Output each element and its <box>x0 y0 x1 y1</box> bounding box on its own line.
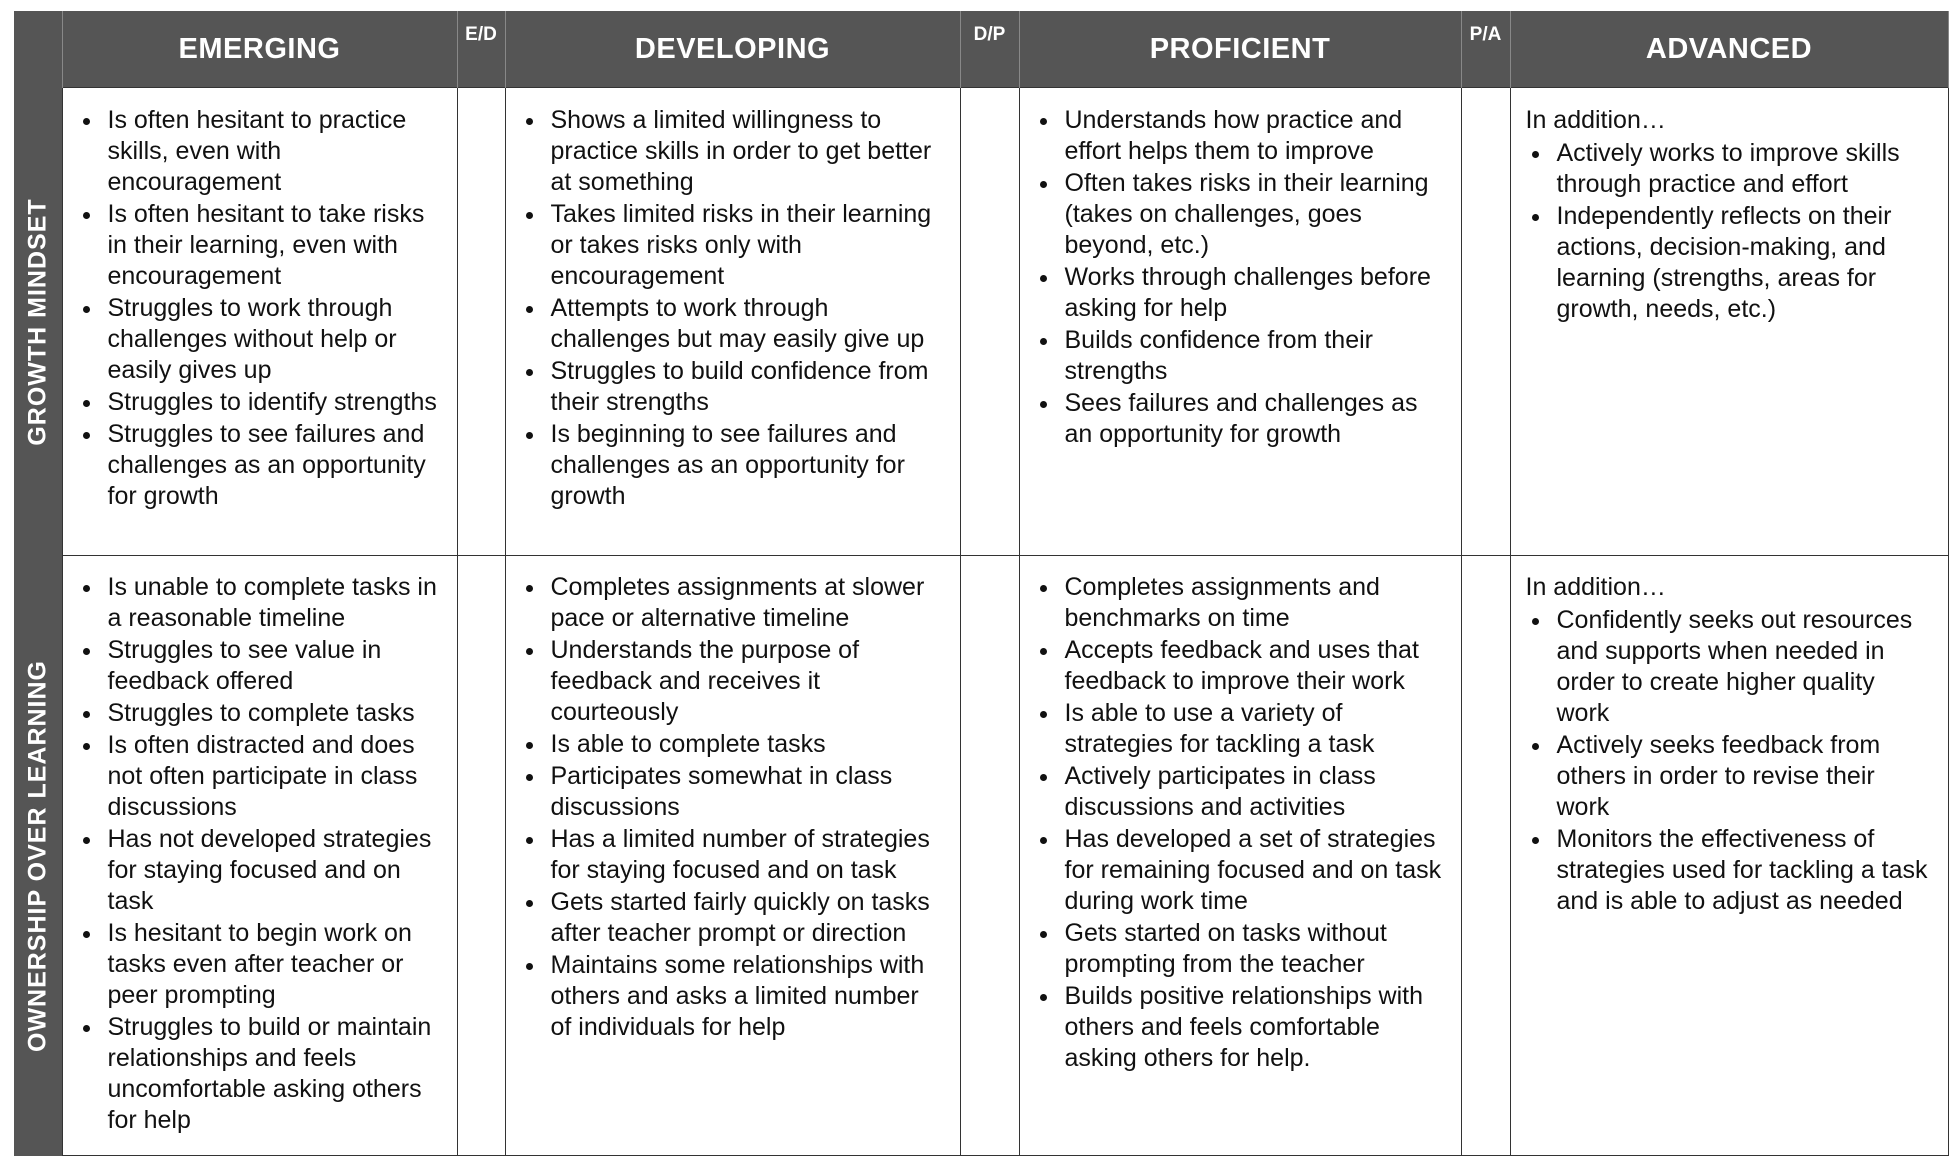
header-advanced: ADVANCED <box>1510 11 1948 88</box>
criterion-item: • Completes assignments and benchmarks on time <box>1061 572 1447 634</box>
developing-list <box>506 105 960 512</box>
criterion-item: • Takes limited risks in their learning or takes risks only with encouragement <box>547 199 946 292</box>
row-label-cell <box>14 556 62 1156</box>
advanced-cell <box>1510 556 1948 1156</box>
criterion-item: • Struggles to build confidence from their strengths <box>547 356 946 418</box>
advanced-cell <box>1510 88 1948 556</box>
header-proficient: PROFICIENT <box>1019 11 1461 88</box>
criterion-item: • Is often hesitant to take risks in their learning, even with encouragement <box>104 199 443 292</box>
row-label: GROWTH MINDSET <box>23 197 52 446</box>
proficient-cell <box>1019 556 1461 1156</box>
pa-cell <box>1461 556 1510 1156</box>
emerging-list <box>63 105 457 512</box>
criterion-item: • Independently reflects on their actions, decision-making, and learning (strengths, areas for growth, needs, etc.) <box>1553 201 1934 325</box>
criterion-item: • Attempts to work through challenges but may easily give up <box>547 293 946 355</box>
criterion-item: • Struggles to identify strengths <box>104 387 443 418</box>
advanced-list <box>1511 138 1948 325</box>
advanced-intro: In addition… <box>1525 573 1666 601</box>
criterion-item: • Struggles to see failures and challenges as an opportunity for growth <box>104 419 443 512</box>
rubric-table <box>14 11 1949 1156</box>
criterion-item: • Completes assignments at slower pace or alternative timeline <box>547 572 946 634</box>
criterion-item: • Gets started fairly quickly on tasks after teacher prompt or direction <box>547 887 946 949</box>
criterion-item: • Is able to use a variety of strategies for tackling a task <box>1061 698 1447 760</box>
criterion-item: • Has not developed strategies for staying focused and on task <box>104 824 443 917</box>
criterion-item: • Is hesitant to begin work on tasks even after teacher or peer prompting <box>104 918 443 1011</box>
criterion-item: • Participates somewhat in class discussions <box>547 761 946 823</box>
header-developing: DEVELOPING <box>505 11 960 88</box>
header-row <box>14 11 1948 88</box>
criterion-item: • Is often distracted and does not often participate in class discussions <box>104 730 443 823</box>
rubric-row-growth-mindset <box>14 88 1948 556</box>
criterion-item: • Understands how practice and effort helps them to improve <box>1061 105 1447 167</box>
criterion-item: • Actively works to improve skills through practice and effort <box>1553 138 1934 200</box>
criterion-item: • Struggles to work through challenges without help or easily gives up <box>104 293 443 386</box>
proficient-list <box>1020 572 1461 1074</box>
header-pa: P/A <box>1461 11 1510 88</box>
ed-cell <box>457 88 505 556</box>
header-emerging: EMERGING <box>62 11 457 88</box>
pa-cell <box>1461 88 1510 556</box>
criterion-item: • Actively participates in class discussions and activities <box>1061 761 1447 823</box>
criterion-item: • Has developed a set of strategies for remaining focused and on task during work time <box>1061 824 1447 917</box>
criterion-item: • Is beginning to see failures and challenges as an opportunity for growth <box>547 419 946 512</box>
criterion-item: • Monitors the effectiveness of strategies used for tackling a task and is able to adjust as needed <box>1553 824 1934 917</box>
criterion-item: • Actively seeks feedback from others in order to revise their work <box>1553 730 1934 823</box>
criterion-item: • Understands the purpose of feedback and receives it courteously <box>547 635 946 728</box>
criterion-item: • Maintains some relationships with others and asks a limited number of individuals for help <box>547 950 946 1043</box>
criterion-item: • Shows a limited willingness to practice skills in order to get better at something <box>547 105 946 198</box>
dp-cell <box>960 556 1019 1156</box>
developing-cell <box>505 88 960 556</box>
criterion-item: • Struggles to complete tasks <box>104 698 443 729</box>
row-label: OWNERSHIP OVER LEARNING <box>23 659 52 1052</box>
header-ed: E/D <box>457 11 505 88</box>
developing-cell <box>505 556 960 1156</box>
criterion-item: • Works through challenges before asking for help <box>1061 262 1447 324</box>
criterion-item: • Is unable to complete tasks in a reasonable timeline <box>104 572 443 634</box>
criterion-item: • Has a limited number of strategies for staying focused and on task <box>547 824 946 886</box>
rubric-row-ownership-over-learning <box>14 556 1948 1156</box>
criterion-item: • Sees failures and challenges as an opportunity for growth <box>1061 388 1447 450</box>
proficient-list <box>1020 105 1461 450</box>
emerging-list <box>63 572 457 1136</box>
emerging-cell <box>62 556 457 1156</box>
ed-cell <box>457 556 505 1156</box>
criterion-item: • Confidently seeks out resources and supports when needed in order to create higher quality work <box>1553 605 1934 729</box>
header-corner <box>14 11 62 88</box>
emerging-cell <box>62 88 457 556</box>
criterion-item: • Accepts feedback and uses that feedback to improve their work <box>1061 635 1447 697</box>
criterion-item: • Struggles to see value in feedback offered <box>104 635 443 697</box>
criterion-item: • Is often hesitant to practice skills, even with encouragement <box>104 105 443 198</box>
dp-cell <box>960 88 1019 556</box>
advanced-intro: In addition… <box>1525 106 1666 134</box>
criterion-item: • Struggles to build or maintain relationships and feels uncomfortable asking others for help <box>104 1012 443 1136</box>
row-label-cell <box>14 88 62 556</box>
header-dp: D/P <box>960 11 1019 88</box>
proficient-cell <box>1019 88 1461 556</box>
developing-list <box>506 572 960 1043</box>
criterion-item: • Often takes risks in their learning (takes on challenges, goes beyond, etc.) <box>1061 168 1447 261</box>
criterion-item: • Is able to complete tasks <box>547 729 946 760</box>
criterion-item: • Gets started on tasks without prompting from the teacher <box>1061 918 1447 980</box>
criterion-item: • Builds positive relationships with others and feels comfortable asking others for help. <box>1061 981 1447 1074</box>
criterion-item: • Builds confidence from their strengths <box>1061 325 1447 387</box>
advanced-list <box>1511 605 1948 917</box>
